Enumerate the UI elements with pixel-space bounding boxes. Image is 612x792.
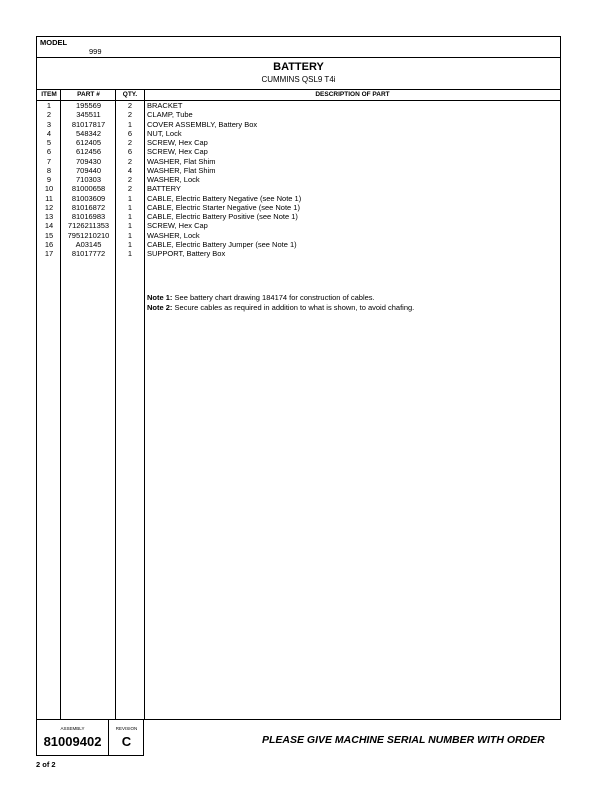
description-cell: WASHER, Flat Shim xyxy=(147,156,216,166)
item-cell: 7 xyxy=(46,156,52,166)
part-number-cell: 81017772 xyxy=(71,249,106,258)
item-cell: 8 xyxy=(46,165,52,175)
item-cell: 5 xyxy=(46,138,52,147)
model-label: MODEL xyxy=(40,38,68,47)
col-header-part: PART # xyxy=(77,91,100,98)
part-number-cell: 548342 xyxy=(75,128,102,138)
table-row xyxy=(37,166,560,175)
item-cell: 15 xyxy=(44,230,54,240)
page-number: 2 of 2 xyxy=(36,760,56,769)
item-cell: 9 xyxy=(46,175,52,184)
page-subtitle: CUMMINS QSL9 T4i xyxy=(261,75,336,84)
part-number-cell: 7126211353 xyxy=(67,221,110,231)
description-cell: CLAMP, Tube xyxy=(147,110,193,120)
item-cell: 17 xyxy=(44,249,54,258)
table-row xyxy=(37,240,560,249)
part-number-cell: 709430 xyxy=(75,156,102,166)
description-cell: CABLE, Electric Battery Jumper (see Note 1) xyxy=(147,239,297,249)
part-number-cell: 81003609 xyxy=(71,193,106,203)
part-number-cell: A03145 xyxy=(75,239,102,249)
table-row xyxy=(37,157,560,166)
quantity-cell: 1 xyxy=(127,249,133,258)
quantity-cell: 2 xyxy=(127,101,133,110)
table-row xyxy=(37,101,560,110)
parts-list-frame xyxy=(36,36,561,720)
note-line xyxy=(147,293,414,303)
notes-section xyxy=(147,293,414,313)
item-cell: 13 xyxy=(44,212,54,221)
note-text: See battery chart drawing 184174 for construction of cables. xyxy=(174,293,375,302)
table-row xyxy=(37,249,560,258)
table-row xyxy=(37,184,560,193)
description-cell: CABLE, Electric Battery Negative (see Note 1) xyxy=(147,193,302,203)
col-header-desc: DESCRIPTION OF PART xyxy=(315,91,390,98)
table-row xyxy=(37,110,560,119)
table-row xyxy=(37,138,560,147)
table-row xyxy=(37,194,560,203)
part-number-cell: 612456 xyxy=(75,147,102,157)
model-value: 999 xyxy=(89,47,102,56)
item-cell: 2 xyxy=(46,110,52,120)
description-cell: BATTERY xyxy=(147,184,181,194)
table-row xyxy=(37,231,560,240)
table-row xyxy=(37,203,560,212)
note-line xyxy=(147,303,414,313)
description-cell: WASHER, Lock xyxy=(147,175,200,184)
item-cell: 10 xyxy=(44,184,54,194)
table-row xyxy=(37,147,560,156)
item-cell: 6 xyxy=(46,147,52,157)
col-header-qty: QTY. xyxy=(122,91,138,98)
part-number-cell: 81000658 xyxy=(71,184,106,194)
note-label: Note 2: xyxy=(147,303,173,312)
quantity-cell: 2 xyxy=(127,184,133,194)
quantity-cell: 2 xyxy=(127,156,133,166)
note-label: Note 1: xyxy=(147,293,173,302)
model-box xyxy=(37,37,560,58)
part-number-cell: 7951210210 xyxy=(67,230,110,240)
description-cell: SCREW, Hex Cap xyxy=(147,221,208,231)
col-header-item: ITEM xyxy=(41,91,57,98)
description-cell: WASHER, Lock xyxy=(147,230,200,240)
quantity-cell: 1 xyxy=(127,230,133,240)
part-number-cell: 81016983 xyxy=(71,212,106,221)
item-cell: 4 xyxy=(46,128,52,138)
description-cell: SUPPORT, Battery Box xyxy=(147,249,226,258)
item-cell: 1 xyxy=(46,101,52,110)
page-title: BATTERY xyxy=(273,61,324,73)
item-cell: 11 xyxy=(45,193,53,203)
description-cell: BRACKET xyxy=(147,101,183,110)
quantity-cell: 6 xyxy=(127,147,133,157)
item-cell: 14 xyxy=(44,221,54,231)
quantity-cell: 1 xyxy=(127,221,133,231)
quantity-cell: 2 xyxy=(127,110,133,120)
item-cell: 3 xyxy=(46,119,52,129)
item-cell: 12 xyxy=(44,202,54,212)
assembly-number: 81009402 xyxy=(43,734,102,749)
quantity-cell: 1 xyxy=(127,212,133,221)
parts-table-body xyxy=(37,101,560,258)
quantity-cell: 1 xyxy=(127,119,133,129)
description-cell: WASHER, Flat Shim xyxy=(147,165,216,175)
assembly-revision-box xyxy=(36,720,144,756)
title-box xyxy=(37,57,560,90)
assembly-label: ASSEMBLY xyxy=(60,726,85,731)
part-number-cell: 81016872 xyxy=(71,202,106,212)
description-cell: CABLE, Electric Starter Negative (see Note 1) xyxy=(147,202,300,212)
quantity-cell: 1 xyxy=(127,202,133,212)
part-number-cell: 709440 xyxy=(75,165,102,175)
quantity-cell: 2 xyxy=(127,138,133,147)
part-number-cell: 81017817 xyxy=(71,119,106,129)
description-cell: COVER ASSEMBLY, Battery Box xyxy=(147,119,258,129)
table-row xyxy=(37,129,560,138)
description-cell: NUT, Lock xyxy=(147,128,182,138)
table-row xyxy=(37,221,560,230)
revision-value: C xyxy=(121,734,132,749)
description-cell: CABLE, Electric Battery Positive (see Note 1) xyxy=(147,212,298,221)
quantity-cell: 4 xyxy=(127,165,133,175)
part-number-cell: 195569 xyxy=(75,101,102,110)
order-instruction: PLEASE GIVE MACHINE SERIAL NUMBER WITH ORDER xyxy=(262,734,545,746)
quantity-cell: 6 xyxy=(127,128,133,138)
description-cell: SCREW, Hex Cap xyxy=(147,138,208,147)
quantity-cell: 1 xyxy=(127,193,133,203)
note-text: Secure cables as required in addition to what is shown, to avoid chafing. xyxy=(174,303,415,312)
table-row xyxy=(37,212,560,221)
revision-label: REVISION xyxy=(115,726,138,731)
table-row xyxy=(37,175,560,184)
quantity-cell: 1 xyxy=(127,239,133,249)
part-number-cell: 710303 xyxy=(75,175,102,184)
quantity-cell: 2 xyxy=(127,175,133,184)
item-cell: 16 xyxy=(44,239,54,249)
part-number-cell: 612405 xyxy=(75,138,102,147)
description-cell: SCREW, Hex Cap xyxy=(147,147,208,157)
part-number-cell: 345511 xyxy=(76,110,101,120)
table-row xyxy=(37,120,560,129)
